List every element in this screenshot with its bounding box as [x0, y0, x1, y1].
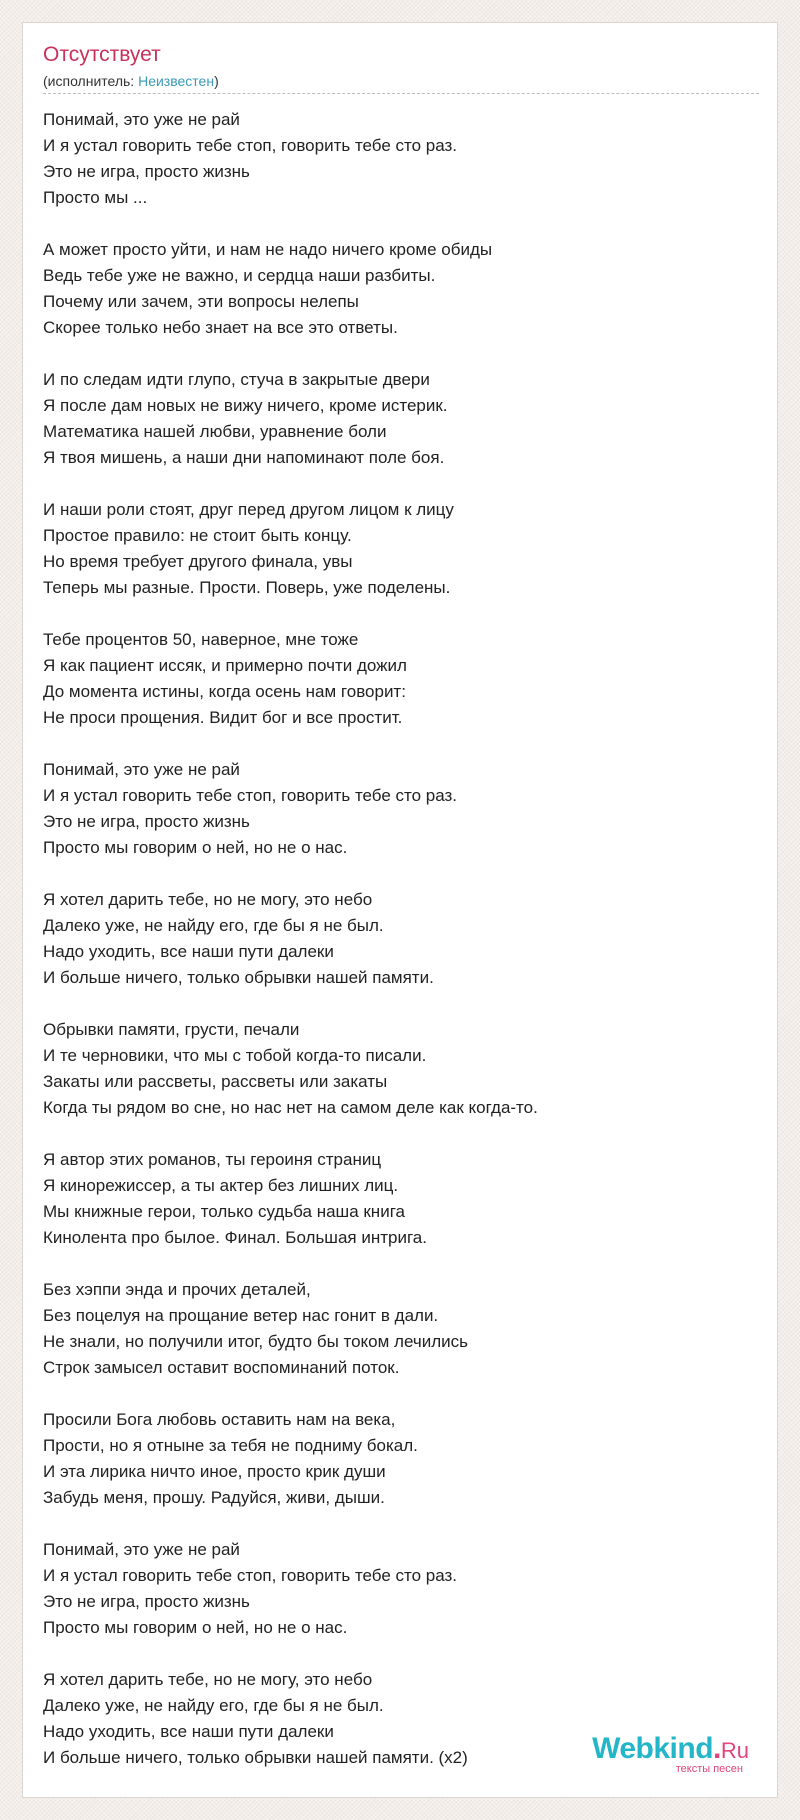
lyrics-line: Просто мы говорим о ней, но не о нас.: [43, 838, 348, 857]
lyrics-line: И я устал говорить тебе стоп, говорить тебе сто раз.: [43, 786, 458, 805]
lyrics-line: Без хэппи энда и прочих деталей,: [43, 1280, 311, 1299]
lyrics-line: Просто мы ...: [43, 188, 148, 207]
lyrics-stanza: [43, 1277, 759, 1381]
lyrics-card: [22, 22, 778, 1798]
lyrics-line: Простое правило: не стоит быть концу.: [43, 526, 352, 545]
lyrics-line: А может просто уйти, и нам не надо ничего кроме обиды: [43, 240, 493, 259]
lyrics-line: Это не игра, просто жизнь: [43, 812, 250, 831]
lyrics-stanza: [43, 1407, 759, 1511]
lyrics-line: Почему или зачем, эти вопросы нелепы: [43, 292, 359, 311]
lyrics-line: Понимай, это уже не рай: [43, 760, 240, 779]
lyrics-line: Обрывки памяти, грусти, печали: [43, 1020, 300, 1039]
lyrics-line: Это не игра, просто жизнь: [43, 1592, 250, 1611]
lyrics-line: Понимай, это уже не рай: [43, 110, 240, 129]
lyrics-line: Теперь мы разные. Прости. Поверь, уже поделены.: [43, 578, 451, 597]
artist-prefix: (исполнитель:: [43, 73, 139, 89]
lyrics-line: Кинолента про былое. Финал. Большая интрига.: [43, 1228, 427, 1247]
lyrics-line: Просили Бога любовь оставить нам на века,: [43, 1410, 396, 1429]
lyrics-line: Не знали, но получили итог, будто бы током лечились: [43, 1332, 468, 1351]
lyrics-line: Я твоя мишень, а наши дни напоминают поле боя.: [43, 448, 445, 467]
lyrics-line: Надо уходить, все наши пути далеки: [43, 942, 334, 961]
lyrics-line: Тебе процентов 50, наверное, мне тоже: [43, 630, 359, 649]
lyrics-stanza: [43, 237, 759, 341]
lyrics-line: Ведь тебе уже не важно, и сердца наши разбиты.: [43, 266, 436, 285]
lyrics-line: Забудь меня, прошу. Радуйся, живи, дыши.: [43, 1488, 385, 1507]
lyrics-line: Я автор этих романов, ты героиня страниц: [43, 1150, 382, 1169]
lyrics-line: Закаты или рассветы, рассветы или закаты: [43, 1072, 388, 1091]
lyrics-stanza: [43, 1017, 759, 1121]
site-logo[interactable]: [592, 1734, 749, 1775]
lyrics-stanza: [43, 887, 759, 991]
lyrics-line: Без поцелуя на прощание ветер нас гонит в дали.: [43, 1306, 439, 1325]
lyrics-line: Это не игра, просто жизнь: [43, 162, 250, 181]
lyrics-line: Прости, но я отныне за тебя не подниму бокал.: [43, 1436, 418, 1455]
lyrics-line: Просто мы говорим о ней, но не о нас.: [43, 1618, 348, 1637]
lyrics-stanza: [43, 107, 759, 211]
lyrics-line: Строк замысел оставит воспоминаний поток.: [43, 1358, 400, 1377]
lyrics-line: Далеко уже, не найду его, где бы я не был.: [43, 916, 384, 935]
lyrics-line: Мы книжные герои, только судьба наша книга: [43, 1202, 405, 1221]
artist-suffix: ): [214, 73, 219, 89]
lyrics-line: И наши роли стоят, друг перед другом лицом к лицу: [43, 500, 454, 519]
lyrics-line: Я хотел дарить тебе, но не могу, это небо: [43, 1670, 373, 1689]
lyrics-stanza: [43, 1537, 759, 1641]
lyrics-line: Я кинорежиссер, а ты актер без лишних лиц.: [43, 1176, 399, 1195]
lyrics-stanza: [43, 497, 759, 601]
lyrics-body: [43, 107, 759, 1797]
song-title: Отсутствует: [43, 43, 161, 66]
lyrics-line: И больше ничего, только обрывки нашей памяти. (x2): [43, 1748, 468, 1767]
lyrics-line: До момента истины, когда осень нам говорит:: [43, 682, 406, 701]
artist-line: [43, 73, 219, 89]
logo-dot: .: [713, 1732, 721, 1765]
artist-link[interactable]: Неизвестен: [138, 73, 215, 89]
lyrics-line: И я устал говорить тебе стоп, говорить тебе сто раз.: [43, 1566, 458, 1585]
lyrics-line: Скорее только небо знает на все это ответы.: [43, 318, 398, 337]
lyrics-line: И эта лирика ничто иное, просто крик души: [43, 1462, 386, 1481]
lyrics-line: Не проси прощения. Видит бог и все простит.: [43, 708, 403, 727]
lyrics-line: Далеко уже, не найду его, где бы я не был.: [43, 1696, 384, 1715]
lyrics-line: И я устал говорить тебе стоп, говорить тебе сто раз.: [43, 136, 458, 155]
lyrics-line: И те черновики, что мы с тобой когда-то писали.: [43, 1046, 427, 1065]
lyrics-stanza: [43, 367, 759, 471]
lyrics-line: Понимай, это уже не рай: [43, 1540, 240, 1559]
lyrics-line: Я хотел дарить тебе, но не могу, это небо: [43, 890, 373, 909]
lyrics-stanza: [43, 1147, 759, 1251]
lyrics-line: Когда ты рядом во сне, но нас нет на самом деле как когда-то.: [43, 1098, 538, 1117]
title-divider: [43, 93, 759, 94]
logo-tagline: тексты песен: [675, 1763, 743, 1775]
logo-name: Webkind: [592, 1732, 714, 1765]
lyrics-line: Я после дам новых не вижу ничего, кроме истерик.: [43, 396, 448, 415]
lyrics-line: Надо уходить, все наши пути далеки: [43, 1722, 334, 1741]
lyrics-line: И по следам идти глупо, стуча в закрытые двери: [43, 370, 430, 389]
lyrics-line: Математика нашей любви, уравнение боли: [43, 422, 387, 441]
lyrics-stanza: [43, 627, 759, 731]
lyrics-line: Я как пациент иссяк, и примерно почти дожил: [43, 656, 407, 675]
logo-tld: Ru: [720, 1738, 749, 1763]
lyrics-stanza: [43, 757, 759, 861]
lyrics-line: Но время требует другого финала, увы: [43, 552, 353, 571]
lyrics-line: И больше ничего, только обрывки нашей памяти.: [43, 968, 434, 987]
